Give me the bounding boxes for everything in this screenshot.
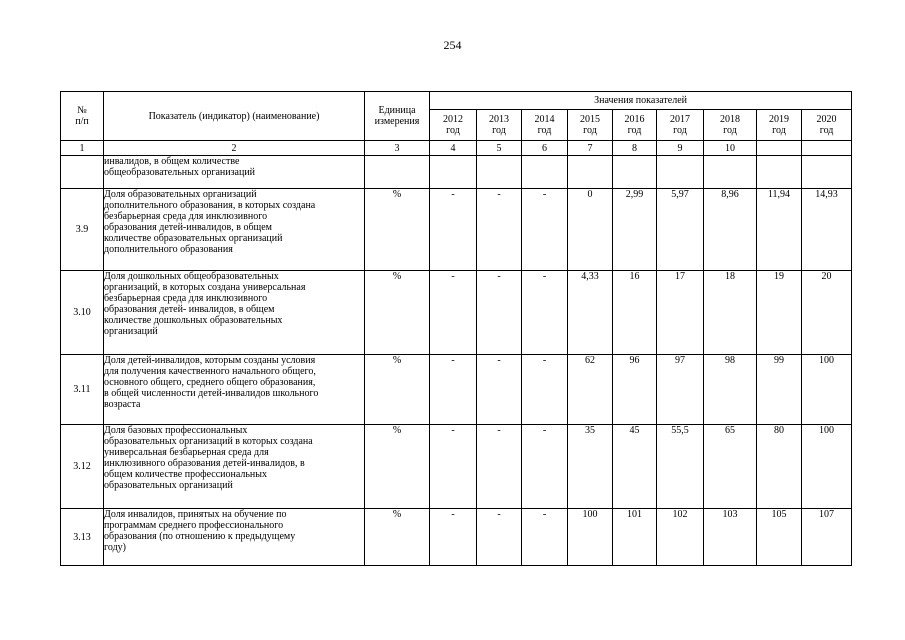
value-cell: - <box>430 509 477 566</box>
header-year-label: 2018 год <box>720 114 740 136</box>
table-row <box>61 509 852 566</box>
value-cell: 17 <box>657 271 704 355</box>
indicator-name: Доля детей-инвалидов, которым созданы условия для получения качественного начального общего, основного общего, среднего общего образования, в общей численности детей-инвалидов школьного возраста <box>104 355 365 425</box>
table-row <box>61 156 852 189</box>
column-number-cell: 6 <box>522 141 568 156</box>
value-cell: 11,94 <box>757 189 802 271</box>
value-cell: - <box>522 425 568 509</box>
value-cell: 107 <box>802 509 852 566</box>
value-cell: 5,97 <box>657 189 704 271</box>
header-year-label: 2014 год <box>534 114 555 136</box>
value-cell: 103 <box>704 509 757 566</box>
value-cell: 16 <box>613 271 657 355</box>
value-cell: 97 <box>657 355 704 425</box>
value-cell: 65 <box>704 425 757 509</box>
value-cell: 0 <box>568 189 613 271</box>
row-number: 3.10 <box>61 271 104 355</box>
header-year <box>802 110 852 141</box>
value-cell <box>430 156 477 189</box>
value-cell: - <box>477 189 522 271</box>
value-cell <box>704 156 757 189</box>
header-indicator-label: Показатель (индикатор) (наименование) <box>148 110 320 122</box>
value-cell: 80 <box>757 425 802 509</box>
value-cell: - <box>430 355 477 425</box>
indicator-name: Доля дошкольных общеобразовательных организаций, в которых создана универсальная безбарьерная среда для инклюзивного образования детей- инвалидов, в общем количестве дошкольных образовательных организаций <box>104 271 365 355</box>
header-year <box>613 110 657 141</box>
table-row <box>61 189 852 271</box>
column-number-cell: 8 <box>613 141 657 156</box>
row-number: 3.13 <box>61 509 104 566</box>
value-cell: - <box>522 509 568 566</box>
indicators-table <box>60 91 852 566</box>
unit-cell: % <box>365 425 430 509</box>
header-year <box>522 110 568 141</box>
header-year <box>657 110 704 141</box>
value-cell <box>757 156 802 189</box>
unit-cell: % <box>365 189 430 271</box>
value-cell: 100 <box>802 425 852 509</box>
value-cell: 2,99 <box>613 189 657 271</box>
value-cell <box>657 156 704 189</box>
unit-cell: % <box>365 509 430 566</box>
header-unit-label: Единица измерения <box>374 105 420 127</box>
column-number-cell: 5 <box>477 141 522 156</box>
value-cell: 20 <box>802 271 852 355</box>
value-cell: 101 <box>613 509 657 566</box>
value-cell <box>522 156 568 189</box>
value-cell: - <box>430 271 477 355</box>
value-cell: 8,96 <box>704 189 757 271</box>
header-year-label: 2020 год <box>816 114 837 136</box>
header-year-label: 2017 год <box>670 114 690 136</box>
value-cell: - <box>477 271 522 355</box>
column-number-row <box>61 141 852 156</box>
indicator-name: Доля образовательных организаций дополнительного образования, в которых создана безбарьерная среда для инклюзивного образования детей-инвалидов, в общем количестве образовательных организаций дополнительного образования <box>104 189 365 271</box>
indicator-name: инвалидов, в общем количестве общеобразовательных организаций <box>104 156 365 189</box>
value-cell: 45 <box>613 425 657 509</box>
header-year <box>477 110 522 141</box>
header-num-label: № п/п <box>75 105 89 127</box>
header-num <box>61 92 104 141</box>
row-number: 3.12 <box>61 425 104 509</box>
header-year <box>568 110 613 141</box>
page-number: 254 <box>443 38 462 52</box>
value-cell: 100 <box>568 509 613 566</box>
header-year-label: 2013 год <box>489 114 509 136</box>
column-number-cell: 2 <box>104 141 365 156</box>
value-cell <box>477 156 522 189</box>
value-cell: - <box>522 189 568 271</box>
value-cell: 102 <box>657 509 704 566</box>
header-indicator <box>104 92 365 141</box>
value-cell: 62 <box>568 355 613 425</box>
column-number-cell <box>757 141 802 156</box>
value-cell: 18 <box>704 271 757 355</box>
column-number-cell: 4 <box>430 141 477 156</box>
value-cell: - <box>477 355 522 425</box>
value-cell: - <box>522 271 568 355</box>
value-cell: 19 <box>757 271 802 355</box>
row-number: 3.11 <box>61 355 104 425</box>
header-year <box>430 110 477 141</box>
column-number-cell <box>802 141 852 156</box>
unit-cell <box>365 156 430 189</box>
value-cell: - <box>522 355 568 425</box>
row-number <box>61 156 104 189</box>
value-cell: 96 <box>613 355 657 425</box>
value-cell: 4,33 <box>568 271 613 355</box>
row-number: 3.9 <box>61 189 104 271</box>
value-cell <box>802 156 852 189</box>
table-row <box>61 271 852 355</box>
value-cell: - <box>477 509 522 566</box>
header-year-label: 2012 год <box>443 114 463 136</box>
indicator-name: Доля инвалидов, принятых на обучение по программам среднего профессионального образования (по отношению к предыдущему году) <box>104 509 365 566</box>
value-cell: 55,5 <box>657 425 704 509</box>
header-year <box>704 110 757 141</box>
column-number-cell: 1 <box>61 141 104 156</box>
header-year-label: 2016 год <box>624 114 645 136</box>
value-cell: 105 <box>757 509 802 566</box>
indicator-name: Доля базовых профессиональных образовательных организаций в которых создана универсальная безбарьерная среда для инклюзивного образования детей-инвалидов, в общем количестве профессиональных образовательных организаций <box>104 425 365 509</box>
header-year <box>757 110 802 141</box>
table-row <box>61 355 852 425</box>
column-number-cell: 10 <box>704 141 757 156</box>
unit-cell: % <box>365 271 430 355</box>
header-unit <box>365 92 430 141</box>
column-number-cell: 3 <box>365 141 430 156</box>
value-cell <box>613 156 657 189</box>
column-number-cell: 7 <box>568 141 613 156</box>
header-values-group-label: Значения показателей <box>594 95 687 106</box>
header-year-label: 2015 год <box>580 114 600 136</box>
value-cell: 14,93 <box>802 189 852 271</box>
value-cell: 100 <box>802 355 852 425</box>
value-cell: - <box>477 425 522 509</box>
value-cell: 99 <box>757 355 802 425</box>
table-row <box>61 425 852 509</box>
header-values-group <box>430 92 852 110</box>
value-cell: - <box>430 189 477 271</box>
value-cell <box>568 156 613 189</box>
value-cell: 98 <box>704 355 757 425</box>
column-number-cell: 9 <box>657 141 704 156</box>
header-year-label: 2019 год <box>769 114 789 136</box>
unit-cell: % <box>365 355 430 425</box>
value-cell: - <box>430 425 477 509</box>
value-cell: 35 <box>568 425 613 509</box>
